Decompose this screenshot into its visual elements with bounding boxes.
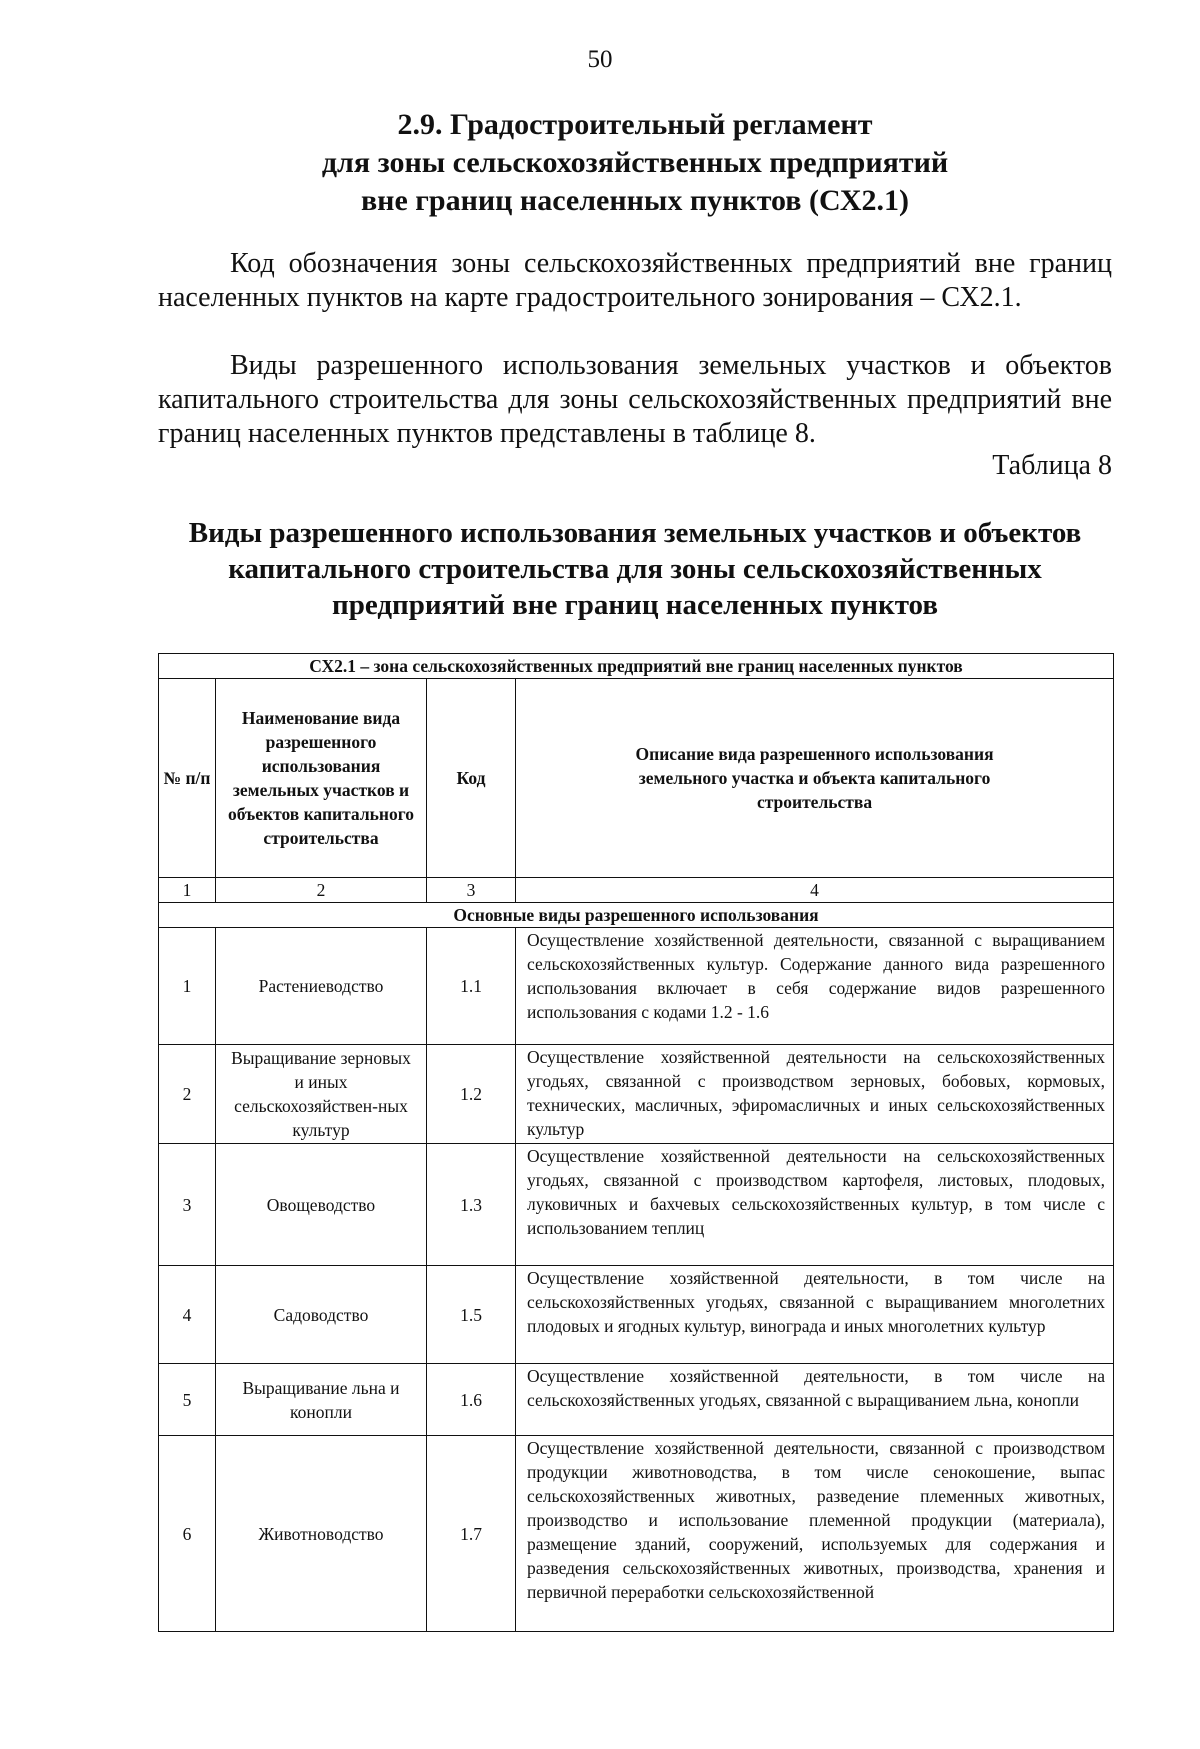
- section-title-line: вне границ населенных пунктов (СХ2.1): [360, 184, 910, 217]
- table-title-line: Виды разрешенного использования земельных участков и объектов: [188, 517, 1082, 549]
- row-num: 3: [159, 1144, 216, 1266]
- row-name: Овощеводство: [216, 1144, 427, 1266]
- row-code: 1.1: [427, 928, 516, 1045]
- header-code: Код: [427, 679, 516, 878]
- column-number: 1: [159, 878, 216, 903]
- row-description: Осуществление хозяйственной деятельности, в том числе на сельскохозяйственных угодьях, связанной с выращиванием льна, конопли: [516, 1364, 1114, 1436]
- row-name: Растениеводство: [216, 928, 427, 1045]
- column-number: 2: [216, 878, 427, 903]
- paragraph-uses-intro: Виды разрешенного использования земельных участков и объектов капитального строительства для зоны сельскохозяйственных предприятий вне границ населенных пунктов представлены в таблице 8.: [158, 350, 1112, 449]
- table-row: [159, 1144, 1114, 1266]
- row-name: Животноводство: [216, 1436, 427, 1632]
- table-row: [159, 928, 1114, 1045]
- row-num: 5: [159, 1364, 216, 1436]
- section-title-line: для зоны сельскохозяйственных предприятий: [321, 146, 949, 179]
- row-code: 1.6: [427, 1364, 516, 1436]
- row-code: 1.3: [427, 1144, 516, 1266]
- zone-header: СХ2.1 – зона сельскохозяйственных предприятий вне границ населенных пунктов: [159, 654, 1114, 679]
- row-num: 2: [159, 1045, 216, 1144]
- section-title: [0, 106, 1200, 220]
- row-description: Осуществление хозяйственной деятельности на сельскохозяйственных угодьях, связанной с производством зерновых, бобовых, кормовых, технических, масличных, эфиромасличных и иных сельскохозяйственных культур: [516, 1045, 1114, 1144]
- paragraph-zone-code: Код обозначения зоны сельскохозяйственных предприятий вне границ населенных пунктов на карте градостроительного зонирования – СХ2.1.: [158, 248, 1112, 313]
- page-number: 50: [587, 46, 613, 73]
- table-row: [159, 1364, 1114, 1436]
- zone-header-row: [159, 654, 1114, 679]
- section-label: Основные виды разрешенного использования: [159, 903, 1114, 928]
- row-description: Осуществление хозяйственной деятельности, связанной с выращиванием сельскохозяйственных культур. Содержание данного вида разрешенного использования включает в себя содержание видов разрешенного использования с кодами 1.2 - 1.6: [516, 928, 1114, 1045]
- header-num: № п/п: [159, 679, 216, 878]
- row-code: 1.5: [427, 1266, 516, 1364]
- header-description: Описание вида разрешенного использования земельного участка и объекта капитального строительства: [516, 679, 1114, 878]
- column-header-row: [159, 679, 1114, 878]
- table-row: [159, 1266, 1114, 1364]
- section-label-row: [159, 903, 1114, 928]
- uses-table: [158, 653, 1114, 1632]
- row-description: Осуществление хозяйственной деятельности на сельскохозяйственных угодьях, связанной с производством картофеля, листовых, плодовых, луковичных и бахчевых сельскохозяйственных культур, в том числе с использованием теплиц: [516, 1144, 1114, 1266]
- row-name: Садоводство: [216, 1266, 427, 1364]
- table-row: [159, 1436, 1114, 1632]
- table-title-line: предприятий вне границ населенных пунктов: [332, 589, 938, 621]
- table-reference: Таблица 8: [992, 450, 1112, 481]
- column-number: 3: [427, 878, 516, 903]
- section-title-line: 2.9. Градостроительный регламент: [397, 108, 873, 141]
- table-row: [159, 1045, 1114, 1144]
- table-title: [158, 515, 1112, 623]
- row-code: 1.7: [427, 1436, 516, 1632]
- header-name: Наименование вида разрешенного использования земельных участков и объектов капитального строительства: [216, 679, 427, 878]
- row-code: 1.2: [427, 1045, 516, 1144]
- table-title-line: капитального строительства для зоны сельскохозяйственных: [228, 553, 1042, 585]
- row-num: 6: [159, 1436, 216, 1632]
- row-num: 4: [159, 1266, 216, 1364]
- column-number-row: [159, 878, 1114, 903]
- row-description: Осуществление хозяйственной деятельности, в том числе на сельскохозяйственных угодьях, связанной с выращиванием многолетних плодовых и ягодных культур, винограда и иных многолетних культур: [516, 1266, 1114, 1364]
- row-name: Выращивание зерновых и иных сельскохозяйствен-ных культур: [216, 1045, 427, 1144]
- row-name: Выращивание льна и конопли: [216, 1364, 427, 1436]
- row-description: Осуществление хозяйственной деятельности, связанной с производством продукции животноводства, в том числе сенокошение, выпас сельскохозяйственных животных, разведение племенных животных, производство и использование племенной продукции (материала), размещение зданий, сооружений, используемых для содержания и разведения сельскохозяйственных животных, производства, хранения и первичной переработки сельскохозяйственной: [516, 1436, 1114, 1632]
- column-number: 4: [516, 878, 1114, 903]
- row-num: 1: [159, 928, 216, 1045]
